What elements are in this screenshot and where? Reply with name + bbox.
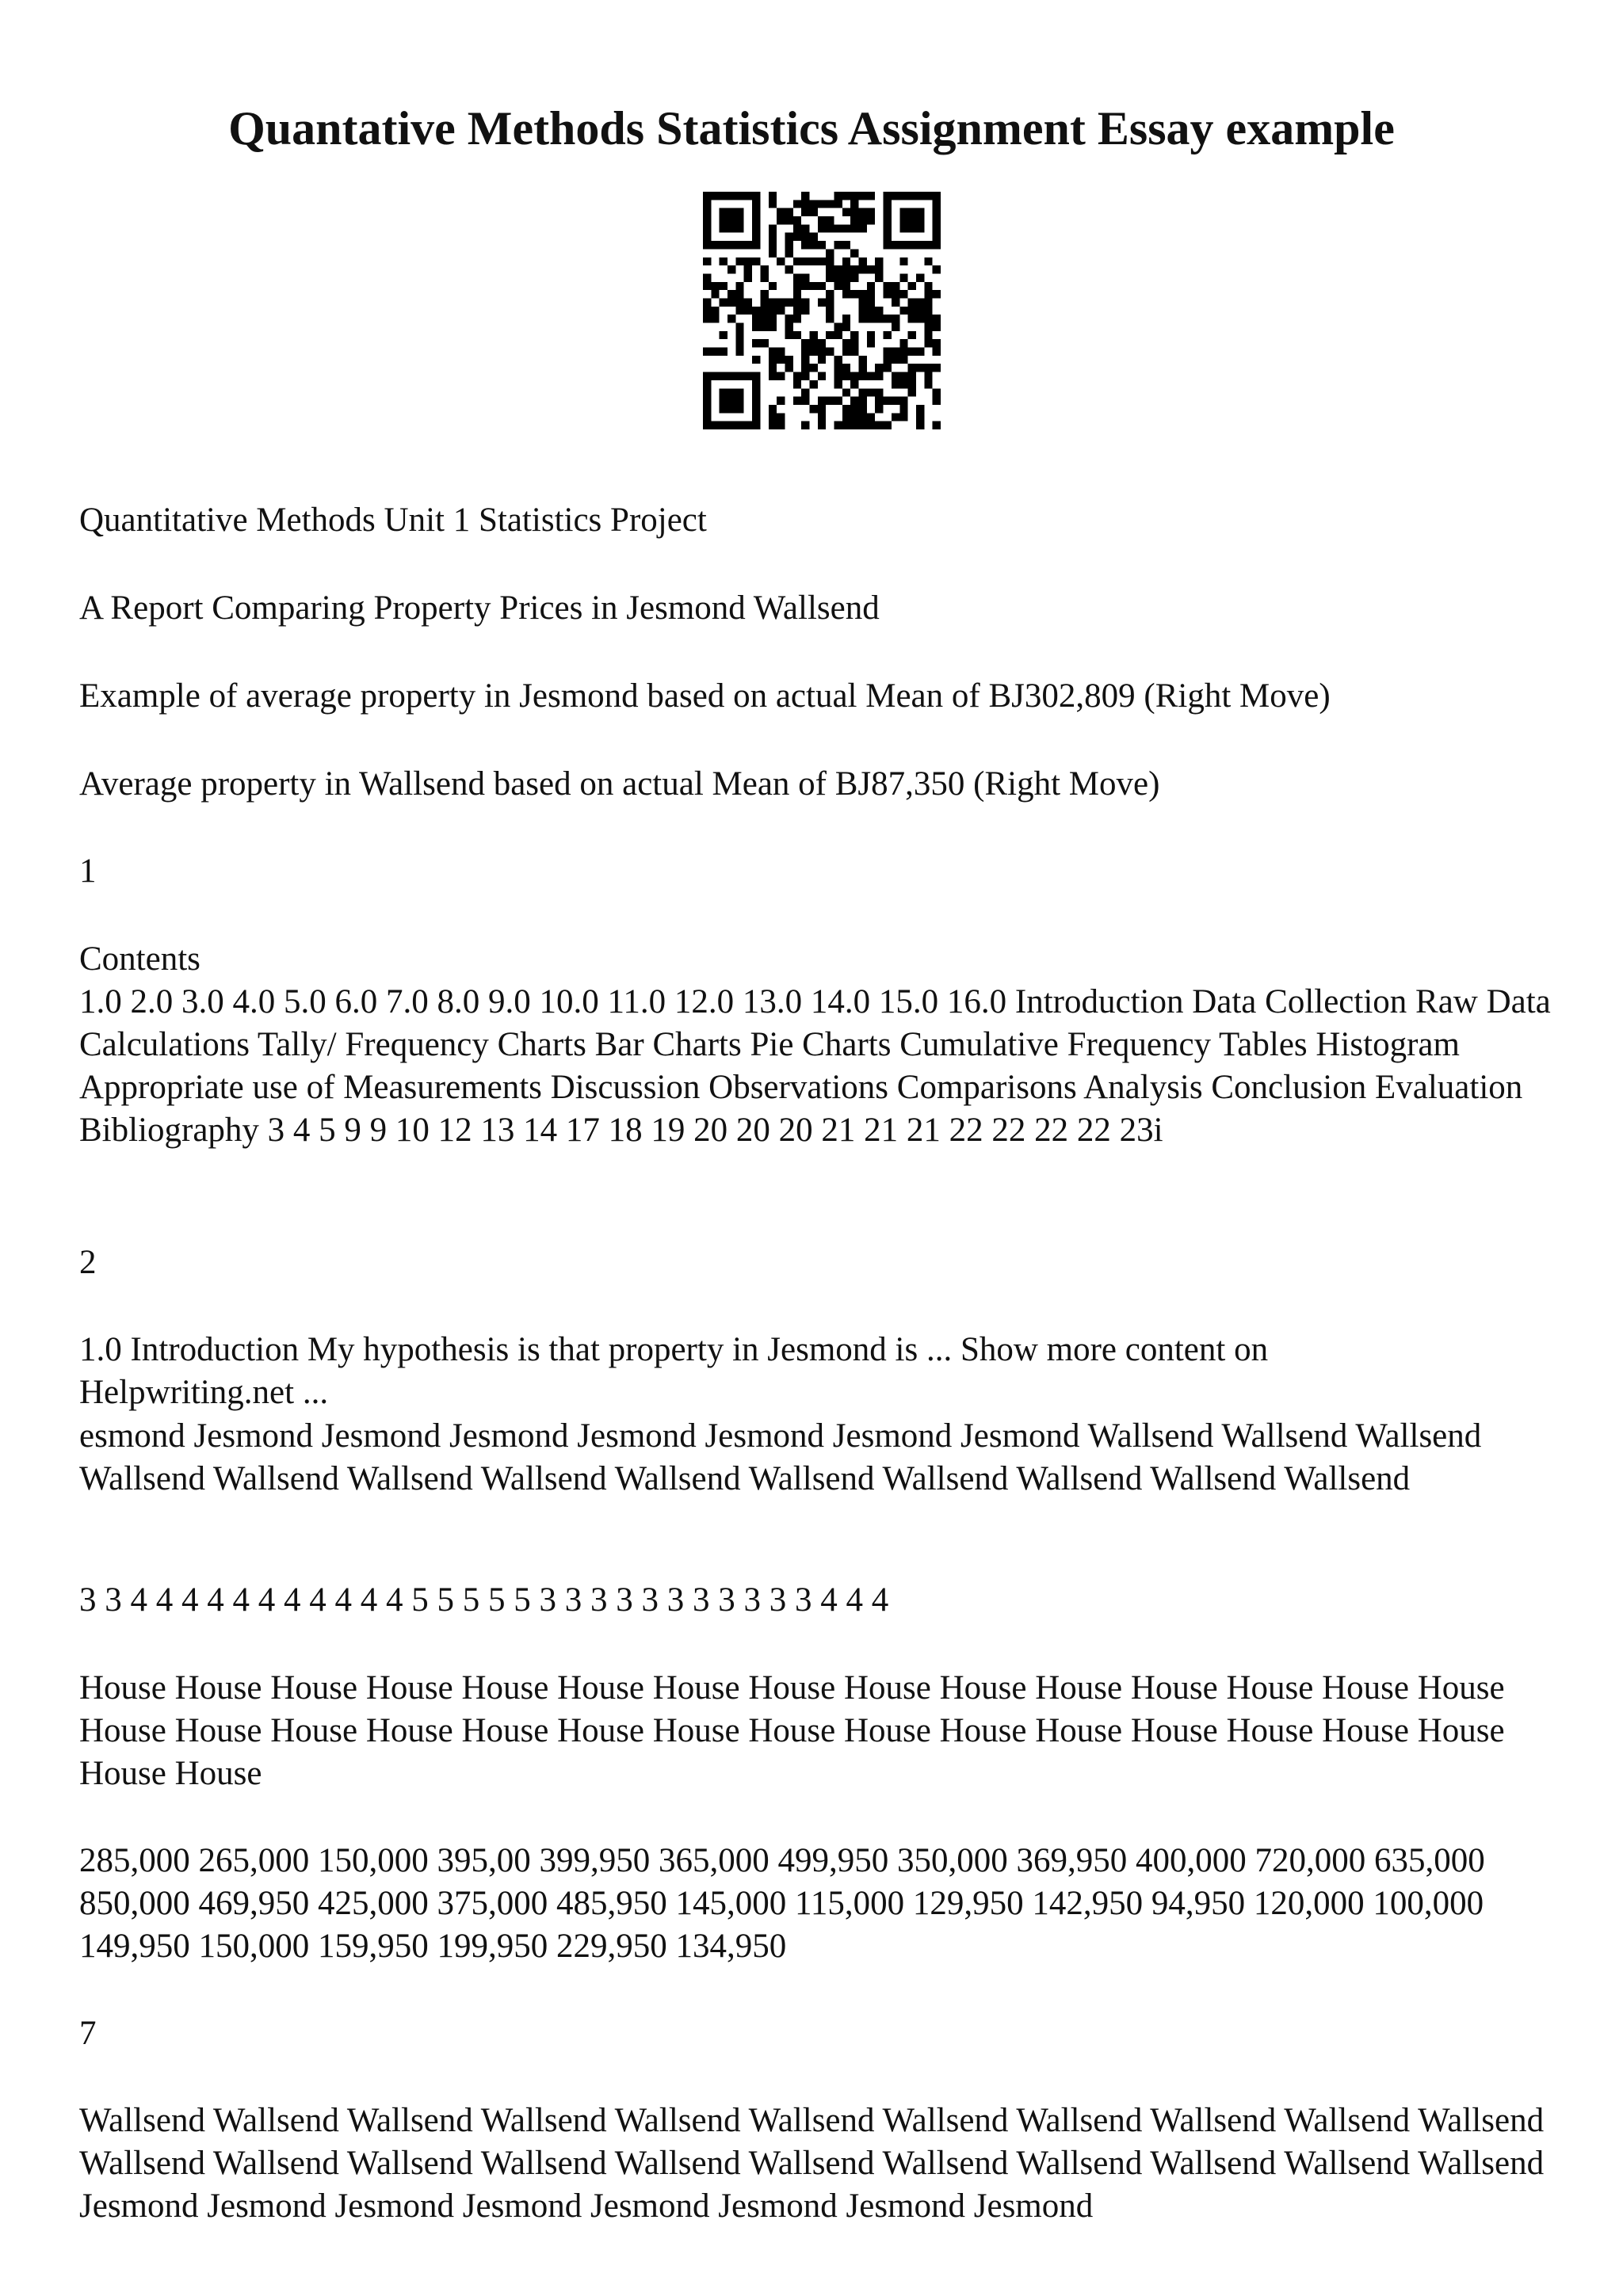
property-type-list: House House House House House House House House House House House House House House House House House House House House House House House House House House House House House House House House: [79, 1669, 1505, 1792]
page-number-1: 1: [79, 852, 97, 890]
report-subtitle: A Report Comparing Property Prices in Jesmond Wallsend: [79, 589, 880, 627]
introduction-paragraph: 1.0 Introduction My hypothesis is that property in Jesmond is ... Show more content on Helpwriting.net ...: [79, 1331, 1269, 1411]
bedroom-counts: 3 3 4 4 4 4 4 4 4 4 4 4 4 5 5 5 5 5 3 3 3 3 3 3 3 3 3 3 3 4 4 4: [79, 1581, 889, 1619]
jesmond-average-line: Example of average property in Jesmond based on actual Mean of BJ302,809 (Right Move): [79, 677, 1331, 715]
location-list-2: Wallsend Wallsend Wallsend Wallsend Wallsend Wallsend Wallsend Wallsend Wallsend Wallsend Wallsend Wallsend Wallsend Wallsend Wallsend Wallsend Wallsend Wallsend Wallsend Wallsend Wallsend Wallsend Jesmond Jesmond Jesmond Jesmond Jesmond Jesmond Jesmond Jesmond: [79, 2102, 1545, 2225]
location-list-1: esmond Jesmond Jesmond Jesmond Jesmond Jesmond Jesmond Jesmond Wallsend Wallsend Wallsend Wallsend Wallsend Wallsend Wallsend Wallsend Wallsend Wallsend Wallsend Wallsend Wallsend: [79, 1417, 1482, 1497]
price-list: 285,000 265,000 150,000 395,00 399,950 365,000 499,950 350,000 369,950 400,000 720,000 635,000 850,000 469,950 425,000 375,000 485,950 145,000 115,000 129,950 142,950 94,950 120,000 100,000 149,950 150,000 159,950 199,950 229,950 134,950: [79, 1842, 1485, 1965]
contents-list: 1.0 2.0 3.0 4.0 5.0 6.0 7.0 8.0 9.0 10.0 11.0 12.0 13.0 14.0 15.0 16.0 Introduction Data Collection Raw Data Calculations Tally/ Frequency Charts Bar Charts Pie Charts Cumulative Frequency Tables Histogram Appropriate use of Measurements Discussion Observations Comparisons Analysis Conclusion Evaluation Bibliography 3 4 5 9 9 10 12 13 14 17 18 19 20 20 20 21 21 21 22 22 22 22 23i: [79, 983, 1551, 1149]
page-number-2: 2: [79, 1244, 97, 1281]
project-heading: Quantitative Methods Unit 1 Statistics Project: [79, 502, 707, 539]
qr-code-icon: [703, 192, 941, 429]
page-number-7: 7: [79, 2015, 97, 2052]
qr-code-graphic: [703, 192, 941, 429]
contents-heading: Contents: [79, 940, 200, 978]
wallsend-average-line: Average property in Wallsend based on actual Mean of BЈ87,350 (Right Move): [79, 765, 1160, 803]
document-title: Quantative Methods Statistics Assignment Essay example: [228, 102, 1395, 154]
